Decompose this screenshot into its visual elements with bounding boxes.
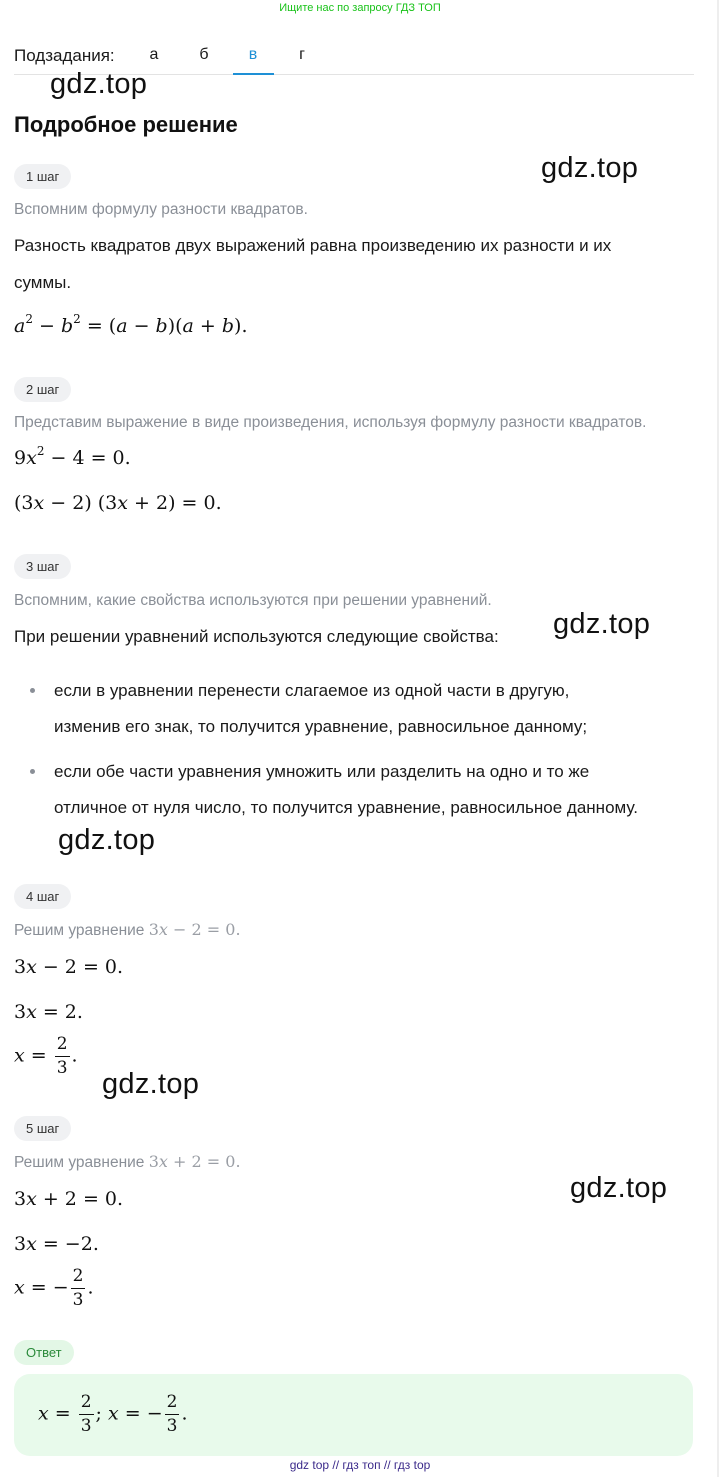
hint-equation: 3x + 2 = 0. — [148, 1152, 241, 1171]
step-hint: Представим выражение в виде произведения, используя формулу разности квадратов. — [14, 414, 647, 431]
subtasks-label: Подзадания: — [14, 46, 115, 65]
fraction: $\frac{2}{3}$ — [80, 1392, 92, 1436]
watermark: gdz.top — [553, 608, 651, 640]
watermark: gdz.top — [102, 1068, 200, 1100]
formula-difference-of-squares: $a^2 - b^2 = (a - b)(a + b)$. — [14, 312, 248, 337]
hint-equation: 3x − 2 = 0. — [148, 920, 241, 939]
step-hint-text: Решим уравнение — [14, 1154, 145, 1171]
section-title: Подробное решение — [14, 112, 238, 137]
equation: (3x − 2) (3x + 2) = 0. — [14, 492, 222, 514]
equation: 3x = −2. — [14, 1233, 99, 1255]
fraction: $\frac{2}{3}$ — [56, 1034, 68, 1078]
equation: 3x + 2 = 0. — [14, 1188, 124, 1210]
list-item: если в уравнении перенести слагаемое из одной части в другую, — [54, 681, 570, 700]
answer-equation: x = $\frac{2}{3}$ ; x = − $\frac{2}{3}$ . — [38, 1392, 188, 1436]
step-text: При решении уравнений используются следующие свойства: — [14, 627, 499, 646]
step-hint: Вспомним формулу разности квадратов. — [14, 201, 308, 218]
bullet-dot — [30, 769, 35, 774]
list-item: изменив его знак, то получится уравнение, равносильное данному; — [54, 717, 588, 736]
step-hint — [14, 920, 241, 940]
step-badge: 5 шаг — [14, 1116, 71, 1141]
step-text: Разность квадратов двух выражений равна произведению их разности и их — [14, 236, 612, 255]
equation: x = $\frac{2}{3}$ . — [14, 1034, 78, 1078]
tab-b[interactable]: б — [199, 46, 209, 63]
answer-badge: Ответ — [14, 1340, 74, 1365]
step-badge: 1 шаг — [14, 164, 71, 189]
step-badge: 2 шаг — [14, 377, 71, 402]
fraction: $\frac{2}{3}$ — [166, 1392, 178, 1436]
fraction: $\frac{2}{3}$ — [72, 1266, 84, 1310]
footer-links[interactable]: gdz top // гдз топ // гдз top — [289, 1458, 431, 1472]
tab-g[interactable]: г — [299, 46, 305, 63]
list-item: если обе части уравнения умножить или разделить на одно и то же — [54, 762, 590, 781]
equation: $9x^2 - 4 = 0$. — [14, 444, 131, 469]
active-tab-indicator — [233, 73, 274, 75]
equation: 3x = 2. — [14, 1001, 83, 1023]
equation: 3x − 2 = 0. — [14, 956, 124, 978]
watermark: gdz.top — [58, 824, 156, 856]
tab-a[interactable]: а — [149, 46, 159, 63]
step-badge: 4 шаг — [14, 884, 71, 909]
bullet-dot — [30, 688, 35, 693]
watermark: gdz.top — [541, 152, 639, 184]
tab-v-active[interactable]: в — [248, 46, 258, 63]
step-badge: 3 шаг — [14, 554, 71, 579]
right-edge-divider — [717, 0, 719, 1477]
equation: x = − $\frac{2}{3}$ . — [14, 1266, 94, 1310]
step-hint: Вспомним, какие свойства используются при решении уравнений. — [14, 592, 492, 609]
top-promo-note: Ищите нас по запросу ГДЗ ТОП — [279, 2, 441, 14]
list-item: отличное от нуля число, то получится уравнение, равносильное данному. — [54, 798, 638, 817]
step-hint — [14, 1152, 241, 1172]
watermark: gdz.top — [570, 1172, 668, 1204]
watermark: gdz.top — [50, 68, 148, 100]
step-text: суммы. — [14, 273, 72, 292]
step-hint-text: Решим уравнение — [14, 922, 145, 939]
